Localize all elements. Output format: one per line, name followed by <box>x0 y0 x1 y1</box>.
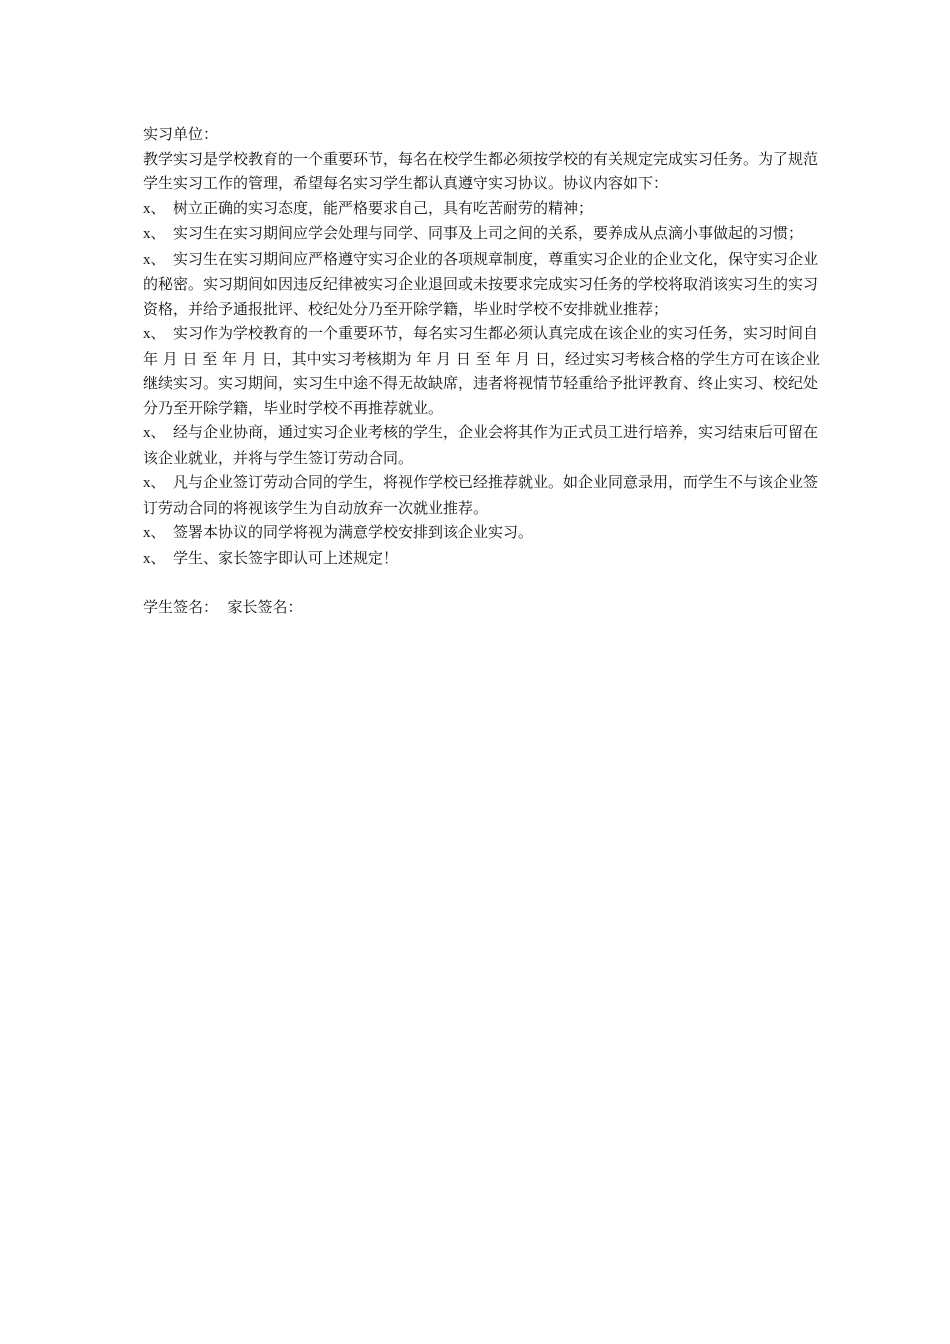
item-marker: x、 <box>143 425 166 441</box>
agreement-item <box>143 321 823 420</box>
item-text: 实习作为学校教育的一个重要环节，每名实习生都必须认真完成在该企业的实习任务，实习时间自 年 月 日 至 年 月 日，其中实习考核期为 年 月 日 至 年 月 日，经过实习考核合格的学生方可在该企业继续实习。实习期间，实习生中途不得无故缺席，违者将视情节轻重给予批评教育、终止实习、校纪处分乃至开除学籍，毕业时学校不再推荐就业。 <box>143 324 820 417</box>
item-marker: x、 <box>143 475 166 491</box>
unit-label: 实习单位： <box>143 125 219 143</box>
item-text: 树立正确的实习态度，能严格要求自己，具有吃苦耐劳的精神； <box>173 198 594 217</box>
blank-line <box>143 571 823 595</box>
item-marker: x、 <box>143 200 166 217</box>
item-marker: x、 <box>143 326 166 342</box>
document-body <box>143 122 823 620</box>
agreement-item <box>143 546 823 572</box>
item-marker: x、 <box>143 525 166 541</box>
item-text: 实习生在实习期间应严格遵守实习企业的各项规章制度，尊重实习企业的企业文化，保守实习企业的秘密。实习期间如因违反纪律被实习企业退回或未按要求完成实习任务的学校将取消该实习生的实习资格，并给予通报批评、校纪处分乃至开除学籍，毕业时学校不安排就业推荐； <box>143 249 819 318</box>
item-marker: x、 <box>143 251 166 268</box>
agreement-item <box>143 196 823 222</box>
agreement-item <box>143 420 823 470</box>
item-text: 经与企业协商，通过实习企业考核的学生，企业会将其作为正式员工进行培养，实习结束后可留在该企业就业，并将与学生签订劳动合同。 <box>143 423 819 467</box>
intro-paragraph: 教学实习是学校教育的一个重要环节，每名在校学生都必须按学校的有关规定完成实习任务。为了规范学生实习工作的管理，希望每名实习学生都认真遵守实习协议。协议内容如下： <box>143 149 819 192</box>
item-text: 学生、家长签字即认可上述规定！ <box>173 548 399 567</box>
item-text: 凡与企业签订劳动合同的学生，将视作学校已经推荐就业。如企业同意录用，而学生不与该企业签订劳动合同的将视该学生为自动放弃一次就业推荐。 <box>143 473 819 517</box>
item-marker: x、 <box>143 550 166 567</box>
agreement-item <box>143 221 823 247</box>
item-text: 实习生在实习期间应学会处理与同学、同事及上司之间的关系，要养成从点滴小事做起的习惯； <box>173 224 804 242</box>
signature-line: 学生签名： 家长签名： <box>143 598 303 616</box>
agreement-item <box>143 247 823 322</box>
agreement-item <box>143 470 823 520</box>
item-text: 签署本协议的同学将视为满意学校安排到该企业实习。 <box>173 523 534 541</box>
agreement-item <box>143 520 823 546</box>
item-marker: x、 <box>143 226 166 242</box>
